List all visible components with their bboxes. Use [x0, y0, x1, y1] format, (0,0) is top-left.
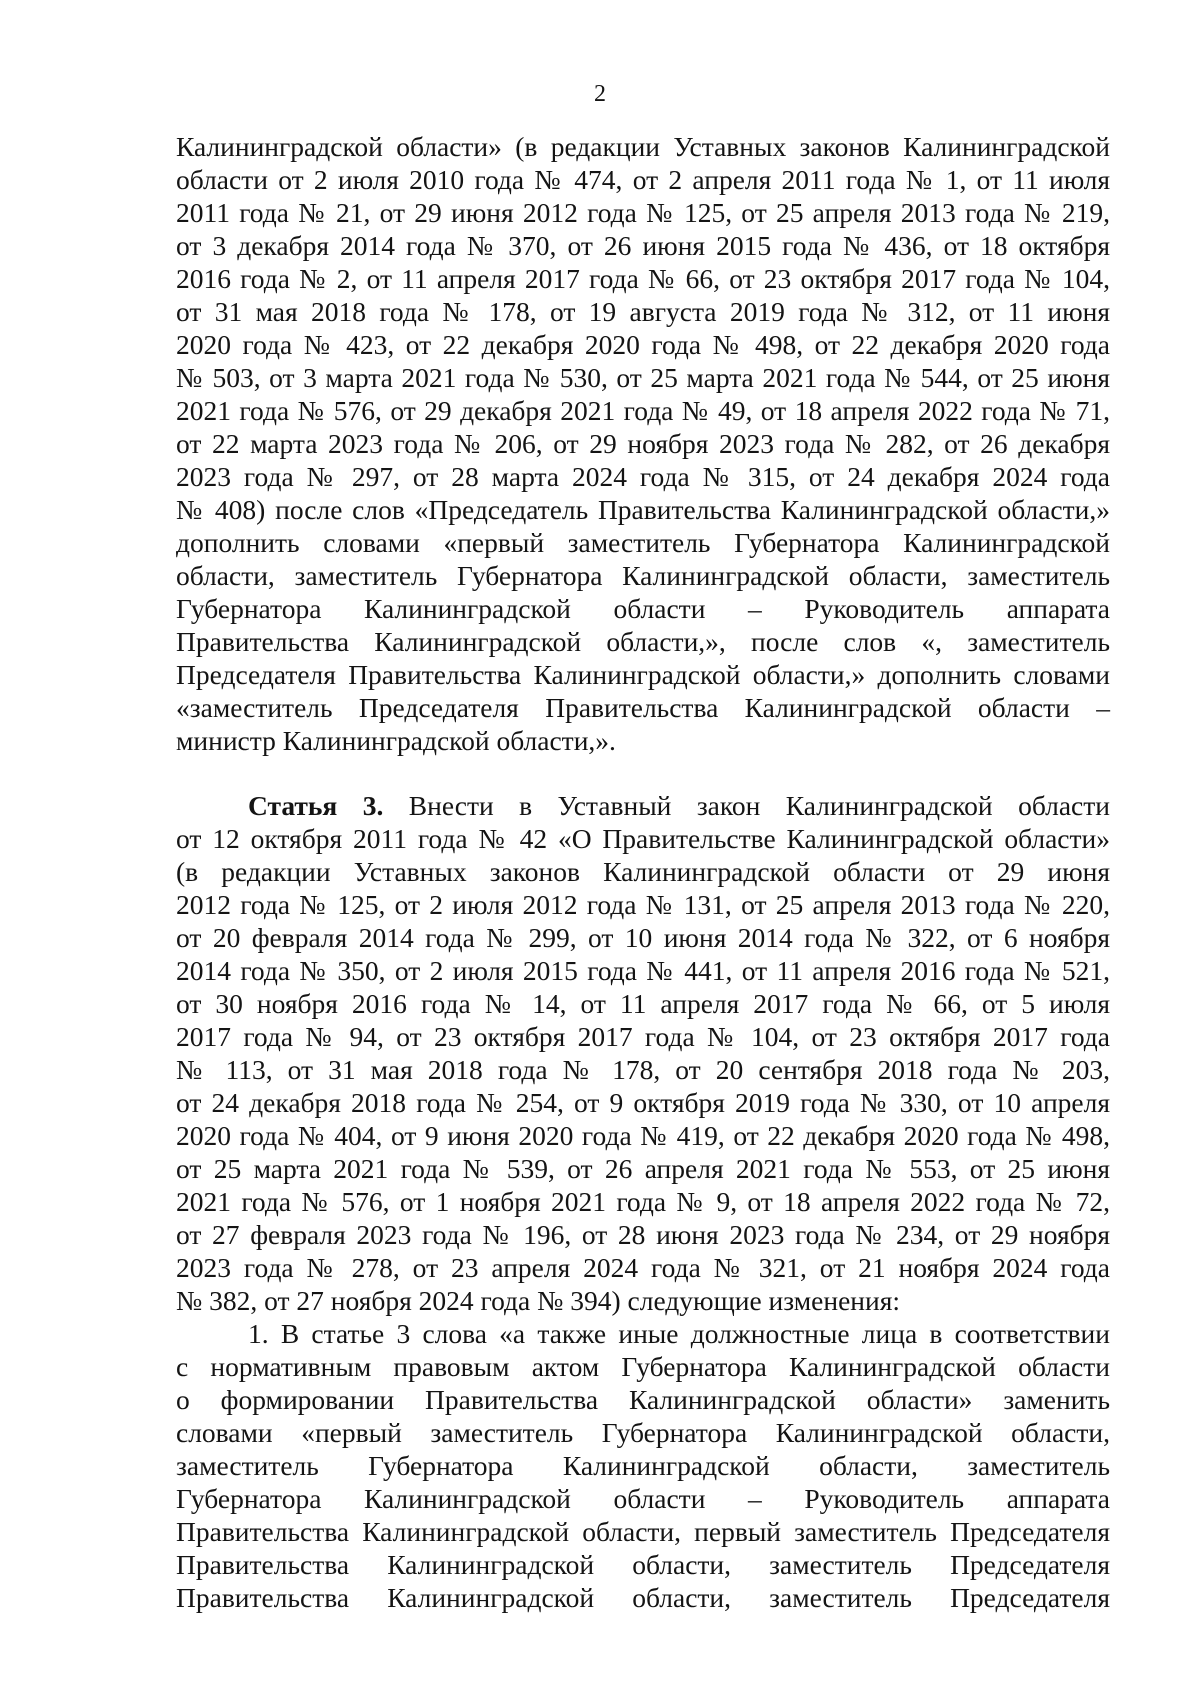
text-line: Губернатора Калининградской области – Руководитель аппарата: [176, 593, 1110, 624]
text-line: 2021 года № 576, от 29 декабря 2021 года № 49, от 18 апреля 2022 года № 71,: [176, 395, 1110, 426]
text-line: от 3 декабря 2014 года № 370, от 26 июня 2015 года № 436, от 18 октября: [176, 230, 1110, 261]
text-line: области, заместитель Губернатора Калининградской области, заместитель: [176, 560, 1110, 591]
text-line: (в редакции Уставных законов Калининградской области от 29 июня: [176, 856, 1110, 887]
text-line: № 113, от 31 мая 2018 года № 178, от 20 сентября 2018 года № 203,: [176, 1054, 1110, 1085]
article-heading-line: [176, 790, 1110, 822]
text-line: Правительства Калининградской области, заместитель Председателя: [176, 1549, 1110, 1580]
text-line: с нормативным правовым актом Губернатора Калининградской области: [176, 1351, 1110, 1382]
text-line: Губернатора Калининградской области – Руководитель аппарата: [176, 1483, 1110, 1514]
text-line: от 31 мая 2018 года № 178, от 19 августа 2019 года № 312, от 11 июня: [176, 296, 1110, 327]
text-line: «заместитель Председателя Правительства Калининградской области –: [176, 692, 1110, 723]
article-3-title: Статья 3.: [248, 790, 384, 821]
text-line: 2012 года № 125, от 2 июля 2012 года № 131, от 25 апреля 2013 года № 220,: [176, 889, 1110, 920]
text-line: № 408) после слов «Председатель Правительства Калининградской области,»: [176, 494, 1110, 525]
text-line: от 30 ноября 2016 года № 14, от 11 апреля 2017 года № 66, от 5 июля: [176, 988, 1110, 1019]
text-line: 2023 года № 278, от 23 апреля 2024 года № 321, от 21 ноября 2024 года: [176, 1252, 1110, 1283]
text-line: от 25 марта 2021 года № 539, от 26 апреля 2021 года № 553, от 25 июня: [176, 1153, 1110, 1184]
text-line: от 24 декабря 2018 года № 254, от 9 октября 2019 года № 330, от 10 апреля: [176, 1087, 1110, 1118]
text-line: 2020 года № 404, от 9 июня 2020 года № 419, от 22 декабря 2020 года № 498,: [176, 1120, 1110, 1151]
text-line: 2016 года № 2, от 11 апреля 2017 года № 66, от 23 октября 2017 года № 104,: [176, 263, 1110, 294]
text-line: № 382, от 27 ноября 2024 года № 394) следующие изменения:: [176, 1285, 900, 1316]
text-line: Правительства Калининградской области, заместитель Председателя: [176, 1582, 1110, 1613]
page-number: 2: [594, 81, 606, 107]
text-line: 2023 года № 297, от 28 марта 2024 года № 315, от 24 декабря 2024 года: [176, 461, 1110, 492]
text-line: от 12 октября 2011 года № 42 «О Правительстве Калининградской области»: [176, 823, 1110, 854]
text-line: 2020 года № 423, от 22 декабря 2020 года № 498, от 22 декабря 2020 года: [176, 329, 1110, 360]
text-line: 2017 года № 94, от 23 октября 2017 года № 104, от 23 октября 2017 года: [176, 1021, 1110, 1052]
list-item-line: 1. В статье 3 слова «а также иные должностные лица в соответствии: [248, 1318, 1110, 1349]
text-line: Правительства Калининградской области,», после слов «, заместитель: [176, 626, 1110, 657]
text-line: Правительства Калининградской области, первый заместитель Председателя: [176, 1516, 1110, 1547]
text-line: от 22 марта 2023 года № 206, от 29 ноября 2023 года № 282, от 26 декабря: [176, 428, 1110, 459]
text-line: дополнить словами «первый заместитель Губернатора Калининградской: [176, 527, 1110, 558]
text-line: от 27 февраля 2023 года № 196, от 28 июня 2023 года № 234, от 29 ноября: [176, 1219, 1110, 1250]
text-line: 2014 года № 350, от 2 июля 2015 года № 441, от 11 апреля 2016 года № 521,: [176, 955, 1110, 986]
text-line: о формировании Правительства Калининградской области» заменить: [176, 1384, 1110, 1415]
article-3-intro: Внести в Уставный закон Калининградской области: [383, 790, 1110, 821]
text-line: 2021 года № 576, от 1 ноября 2021 года № 9, от 18 апреля 2022 года № 72,: [176, 1186, 1110, 1217]
text-line: 2011 года № 21, от 29 июня 2012 года № 125, от 25 апреля 2013 года № 219,: [176, 197, 1110, 228]
text-line: Калининградской области» (в редакции Уставных законов Калининградской: [176, 131, 1110, 162]
text-line: № 503, от 3 марта 2021 года № 530, от 25 марта 2021 года № 544, от 25 июня: [176, 362, 1110, 393]
text-line: Председателя Правительства Калининградской области,» дополнить словами: [176, 659, 1110, 690]
text-line: словами «первый заместитель Губернатора Калининградской области,: [176, 1417, 1110, 1448]
text-line: заместитель Губернатора Калининградской области, заместитель: [176, 1450, 1110, 1481]
text-line: от 20 февраля 2014 года № 299, от 10 июня 2014 года № 322, от 6 ноября: [176, 922, 1110, 953]
text-line: министр Калининградской области,».: [176, 725, 616, 756]
text-line: области от 2 июля 2010 года № 474, от 2 апреля 2011 года № 1, от 11 июля: [176, 164, 1110, 195]
